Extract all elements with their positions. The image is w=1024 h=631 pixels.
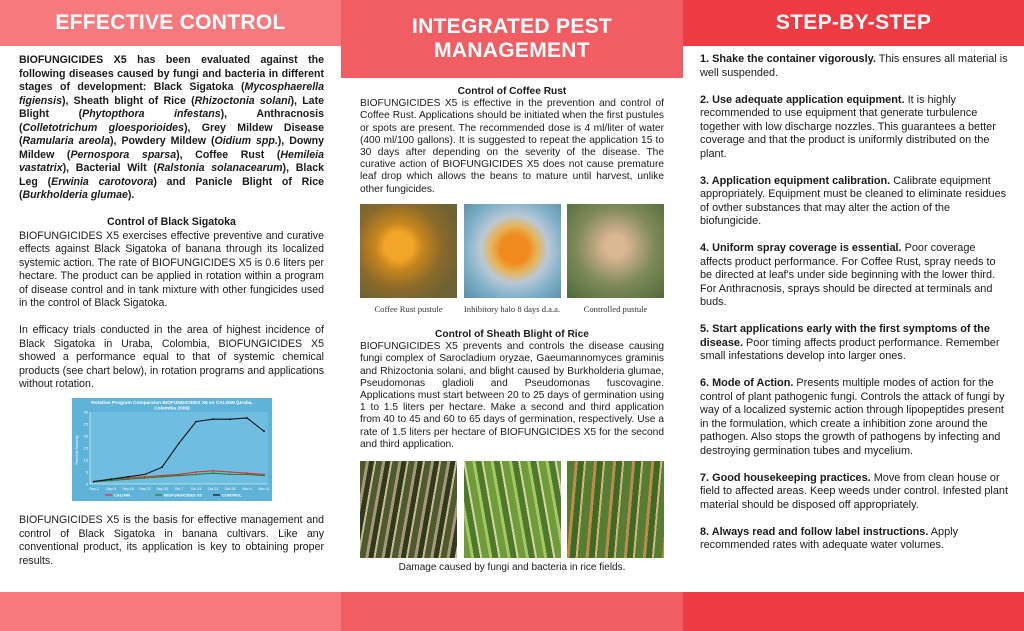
data-point xyxy=(195,473,197,475)
x-tick-label: Sep-30 xyxy=(155,486,168,491)
chart-title-line2: Colombia 2009) xyxy=(153,406,190,411)
rice-grain-photo xyxy=(567,461,664,558)
x-tick-label: Sep-23 xyxy=(138,486,151,491)
step-text: Poor coverage affects product performance. For Coffee Rust, spray needs to be directed at leaf's under side beginning with the lower third. For Anthracnosis, sprays should be directed at terminals and buds. xyxy=(700,242,996,308)
footer-band-right xyxy=(683,592,1024,631)
step-text: Presents multiple modes of action for the control of plant pathogenic fungi. Controls the attack of fungi by way of a localized systemic action through lipopeptides present in the formulation, which create a inhibition zone around the pathogen. Also stops the growth of pathogens by infecting and destroying germination tubes and mycelium. xyxy=(700,377,1005,457)
species-name: Burkholderia glumae xyxy=(22,189,128,201)
y-tick-label: 10 xyxy=(83,457,88,462)
intro-text-run: ), Anthracnosis ( xyxy=(19,108,325,134)
step-text: Poor timing affects product performance. Remember small infestations develop into larger ones. xyxy=(700,336,1000,362)
data-point xyxy=(263,430,265,432)
data-point xyxy=(229,473,231,475)
coffee-rust-paragraph: BIOFUNGICIDES X5 is effective in the prevention and control of Coffee Rust. Applications should be initiated when the first pustules or spots are present. The recommended dose is 4 ml/liter of water (400 ml/100 gallons). It is suggested to repeat the application 15 to 30 days after depending on the severity of the disease. The curative action of BIOFUNGICIDES X5 does not cause premature leaf drop which allows the beans to mature until harvest, unlike other fungicides. xyxy=(360,98,664,195)
steps-list xyxy=(700,53,1008,566)
y-axis-label: Percent Severity xyxy=(73,434,79,465)
step-heading: 4. Uniform spray coverage is essential. xyxy=(700,242,902,254)
intro-text-run: ), Powdery Mildew ( xyxy=(109,135,215,147)
y-tick-label: 5 xyxy=(85,469,88,474)
x-tick-label: Oct-7 xyxy=(174,486,183,491)
intro-paragraph xyxy=(19,54,324,203)
photo-caption: Inhibitory halo 8 days d.a.a. xyxy=(463,303,561,314)
data-point xyxy=(229,418,231,420)
step-item xyxy=(700,242,1008,310)
step-item xyxy=(700,472,1008,513)
coffee-photo-row xyxy=(360,204,664,315)
rice-panicle-photo xyxy=(360,461,457,558)
intro-text-run: ), Sheath blight of Rice ( xyxy=(61,94,195,107)
rice-caption: Damage caused by fungi and bacteria in rice fields. xyxy=(398,562,626,574)
data-point xyxy=(127,478,129,480)
species-name: Phytopthora infestans xyxy=(82,108,221,120)
intro-text-run: ), Bacterial Wilt ( xyxy=(62,162,157,174)
step-heading: 5. Start applications early with the first symptoms of the disease. xyxy=(700,323,990,349)
step-item xyxy=(700,323,1008,364)
species-name: Rhizoctonia solani xyxy=(194,94,291,107)
data-point xyxy=(229,471,231,473)
step-item xyxy=(700,94,1008,162)
closing-paragraph: BIOFUNGICIDES X5 is the basis for effective management and control of Black Sigatoka in banana cultivars. Like any conventional product, its application is key to obtaining proper results. xyxy=(19,514,324,567)
rice-sheath-photo xyxy=(464,461,561,558)
data-point xyxy=(144,473,146,475)
step-item xyxy=(700,377,1008,458)
footer-band-center xyxy=(341,592,683,631)
trials-paragraph: In efficacy trials conducted in the area of highest incidence of Black Sigatoka in Uraba, Colombia, BIOFUNGICIDES X5 showed a performance equal to that of systemic chemical products (see chart below), in rotation programs and applications without rotation. xyxy=(19,324,324,390)
y-tick-label: 25 xyxy=(83,421,88,426)
effective-control-title: EFFECTIVE CONTROL xyxy=(0,0,341,46)
data-point xyxy=(246,473,248,475)
x-tick-label: Oct-14 xyxy=(190,486,201,491)
intro-text-run: ), Late Blight ( xyxy=(19,94,324,120)
step-item xyxy=(700,53,1008,80)
data-point xyxy=(263,474,265,476)
controlled-pustule-photo xyxy=(567,204,664,315)
legend-label: CONTROL xyxy=(221,492,242,497)
species-name: Hemileia vastatrix xyxy=(19,148,324,174)
coffee-rust-heading: Control of Coffee Rust xyxy=(457,86,567,97)
data-point xyxy=(246,417,248,419)
species-name: Ramularia areola xyxy=(22,135,110,147)
intro-text-run: ), Black Leg ( xyxy=(19,162,325,188)
data-point xyxy=(161,466,163,468)
intro-text-run: BIOFUNGICIDES X5 has been evaluated against the following diseases caused by fungi and bacteria in different stages of development: Black Sigatoka ( xyxy=(19,54,324,93)
x-tick-label: Nov-4 xyxy=(241,486,252,491)
step-text: Apply recommended rates with adequate water volumes. xyxy=(700,525,959,551)
step-text: It is highly recommended to use equipment that generate turbulence together with low discharge nozzles. This guarantees a better coverage and that the product is uniformly distributed on the plant. xyxy=(700,93,996,160)
data-point xyxy=(212,469,214,471)
legend-label: CALIXIN xyxy=(113,492,130,497)
species-name: Oidium spp. xyxy=(214,135,278,147)
y-tick-label: 0 xyxy=(85,481,88,486)
step-text: This ensures all material is well suspended. xyxy=(700,53,1008,79)
species-name: Mycosphaerella figiensis xyxy=(19,81,324,107)
chart-title: Rotation Program Comparsion BIOFUNGICIDES X5 vs CALIXIN (Uraba, xyxy=(90,400,253,406)
step-text: Calibrate equipment appropriately. Equipment must be cleaned to eliminate residues of ovther substances that may alter the action of the biofungicide. xyxy=(700,174,1007,227)
integrated-pest-title: INTEGRATED PEST MANAGEMENT xyxy=(341,0,683,78)
x-tick-label: Sep-2 xyxy=(88,486,99,491)
photo-caption: Controlled pustule xyxy=(583,303,648,314)
x-tick-label: Sep-16 xyxy=(121,486,134,491)
x-tick-label: Sep-9 xyxy=(105,486,116,491)
y-tick-label: 20 xyxy=(83,433,88,438)
y-tick-label: 15 xyxy=(83,445,88,450)
sigatoka-heading: Control of Black Sigatoka xyxy=(107,216,236,228)
sheath-blight-heading: Control of Sheath Blight of Rice xyxy=(435,329,589,341)
sheath-blight-paragraph: BIOFUNGICIDES X5 prevents and controls the disease causing fungi complex of Sarocladium oryzae, Gaeumannomyces graminis and Rhizoctonia solani, and blight caused by Burkholderia glumae, Pseudomonas gladioli and Pseudomonas fuscovagine. Applications must start between 20 to 25 days of germination using 1 to 1.5 liters per hectare. Make a second and third application from 40 to 45 and 60 to 65 days of germination, respectively. Use a rate of 1.5 liters per hectare of BIOFUNGICIDES X5 for the second and third application. xyxy=(360,341,664,450)
step-by-step-panel xyxy=(683,0,1024,631)
sigatoka-paragraph: BIOFUNGICIDES X5 exercises effective preventive and curative effects against Black Sigatoka of banana through its localized systemic action. The rate of BIOFUNGICIDES X5 is 0.6 liters per hectare. The product can be applied in rotation within a program of disease control and in tank mixture with other fungicides used in the control of Black Sigatoka. xyxy=(19,229,324,309)
y-tick-label: 30 xyxy=(83,409,88,414)
data-point xyxy=(127,475,129,477)
x-tick-label: Nov-11 xyxy=(257,486,270,491)
data-point xyxy=(212,418,214,420)
step-heading: 6. Mode of Action. xyxy=(700,377,794,389)
intro-text-run: ). xyxy=(127,189,135,201)
integrated-pest-panel xyxy=(341,0,683,631)
data-point xyxy=(93,480,95,482)
rust-pustule-photo xyxy=(360,204,457,315)
data-point xyxy=(110,478,112,480)
severity-chart-svg xyxy=(72,398,272,501)
rice-photo-row xyxy=(360,461,664,558)
step-heading: 8. Always read and follow label instructions. xyxy=(700,525,929,538)
step-text: Move from clean house or field to affected areas. Keep weeds under control. Infested plant material should be disposed off appropriately. xyxy=(700,471,1008,511)
intro-text-run: ), Grey Mildew Disease ( xyxy=(19,121,324,147)
severity-chart xyxy=(72,398,272,501)
data-point xyxy=(144,477,146,479)
data-point xyxy=(161,475,163,477)
step-heading: 1. Shake the container vigorously. xyxy=(700,53,876,65)
step-item xyxy=(700,526,1008,553)
step-heading: 3. Application equipment calibration. xyxy=(700,174,891,187)
footer-band-left xyxy=(0,592,341,631)
step-heading: 7. Good housekeeping practices. xyxy=(700,471,871,484)
intro-text-run: ) and Panicle Blight of Rice ( xyxy=(19,175,325,201)
step-heading: 2. Use adequate application equipment. xyxy=(700,93,905,106)
species-name: Pernospora sparsa xyxy=(70,148,177,161)
species-name: Colletotrichum gloesporioides xyxy=(22,121,184,134)
step-by-step-title: STEP-BY-STEP xyxy=(683,0,1024,46)
data-point xyxy=(178,474,180,476)
data-point xyxy=(195,471,197,473)
x-tick-label: Oct-21 xyxy=(207,486,218,491)
data-point xyxy=(195,420,197,422)
legend-label: BIOFUNGICIDES X5 xyxy=(163,492,202,497)
step-item xyxy=(700,175,1008,229)
data-point xyxy=(178,442,180,444)
photo-caption: Coffee Rust pustule xyxy=(374,303,443,314)
data-point xyxy=(212,472,214,474)
x-tick-label: Oct-28 xyxy=(224,486,235,491)
intro-text-run: ), Downy Mildew ( xyxy=(19,135,324,161)
species-name: Erwinia carotovora xyxy=(51,175,154,188)
intro-text-run: ), Coffee Rust ( xyxy=(176,148,281,161)
inhibitory-halo-photo xyxy=(464,204,561,315)
species-name: Ralstonia solanacearum xyxy=(156,162,283,174)
effective-control-panel xyxy=(0,0,341,631)
